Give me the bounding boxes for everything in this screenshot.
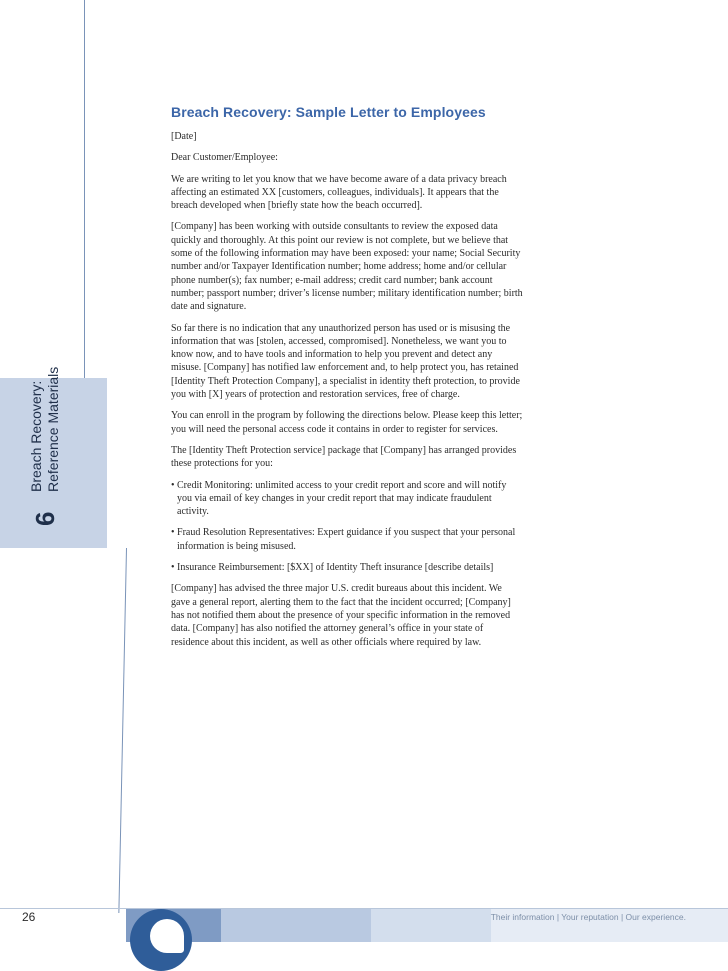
page-number: 26 — [22, 910, 36, 924]
page-title: Breach Recovery: Sample Letter to Employees — [171, 104, 486, 120]
bullet-credit-monitoring: • Credit Monitoring: unlimited access to your credit report and score and will notify you via email of key changes in your credit report that may indicate fraudulent activity. — [171, 479, 507, 518]
company-logo-icon — [130, 909, 192, 971]
date-line: [Date] — [171, 131, 197, 142]
paragraph-closing: [Company] has advised the three major U.S. credit bureaus about this incident. We gave a general report, alerting them to the fact that the incident occurred; [Company] has not notified them about the presence of your specific information in the removed data. [Company] has also notified the attorney general’s office in your state of residence about this incident, as well as other officials where required by law. — [171, 583, 511, 648]
paragraph-exposed-data: [Company] has been working with outside consultants to review the exposed data quickly and thoroughly. At this point our review is not complete, but we believe that some of the following information may have been exposed: your name; Social Security number and/or Taxpayer Identification number; home address; home and/or cellular phone number(s); fax number; e-mail address; credit card number; bank account number; passport number; driver’s license number; military identification number; birth date and signature. — [171, 221, 523, 313]
bullet-fraud-resolution: • Fraud Resolution Representatives: Expert guidance if you suspect that your personal information is being misused. — [171, 527, 516, 552]
section-number: 6 — [30, 511, 60, 526]
footer-tagline: Their information | Your reputation | Our experience. — [490, 912, 686, 922]
frame-line-top — [84, 0, 85, 378]
section-tab — [0, 366, 107, 548]
paragraph-package: The [Identity Theft Protection service] package that [Company] has arranged provides these protections for you: — [171, 444, 517, 470]
section-title-line1: Breach Recovery: — [28, 380, 44, 492]
paragraph-enroll: You can enroll in the program by following the directions below. Please keep this letter; you will need the personal access code it contains in order to register for services. — [171, 410, 523, 435]
paragraph-intro: We are writing to let you know that we have become aware of a data privacy breach affecting an estimated XX [customers, colleagues, individuals]. It appears that the breach developed when [briefly state how the beach occurred]. — [171, 173, 507, 212]
frame-line-bottom — [118, 548, 127, 913]
paragraph-protection: So far there is no indication that any unauthorized person has used or is misusing the information that was [stolen, accessed, compromised]. Nonetheless, we want you to know now, and to have tools and information to help you prevent and detect any misuse. [Company] has notified law enforcement and, to help protect you, has retained [Identity Theft Protection Company], a specialist in identity theft protection, to provide you with [X] years of protection and restoration services, free of charge. — [171, 322, 520, 401]
bullet-insurance: • Insurance Reimbursement: [$XX] of Identity Theft insurance [describe details] — [171, 562, 494, 574]
salutation: Dear Customer/Employee: — [171, 152, 278, 164]
section-title-line2: Reference Materials — [45, 366, 61, 492]
letter-body — [171, 104, 523, 657]
